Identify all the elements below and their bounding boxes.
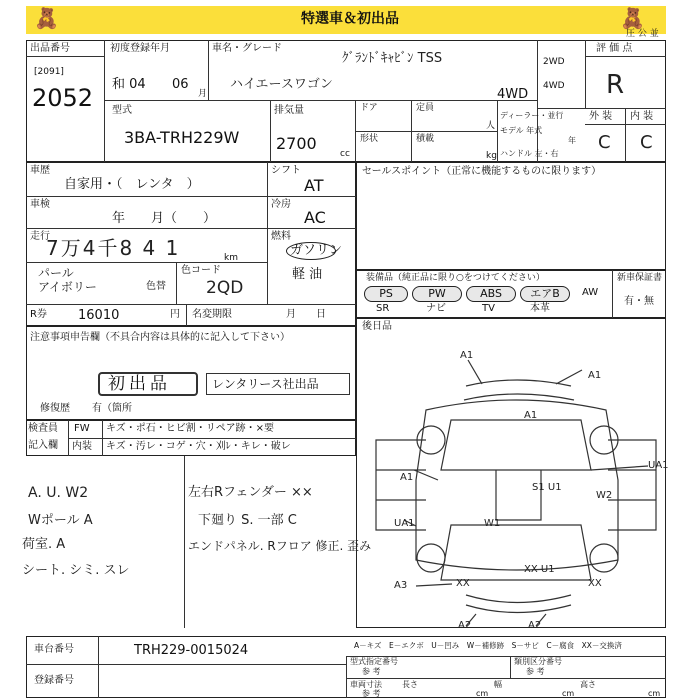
chassis: TRH229-0015024 xyxy=(134,643,249,658)
eval-value: R xyxy=(606,70,625,100)
ac: AC xyxy=(304,208,326,227)
hand-right-3: エンドパネル. Rフロア 修正. 歪み xyxy=(188,539,372,553)
inspection: 年 月（ ） xyxy=(112,211,217,226)
grade: ｸﾞﾗﾝﾄﾞｷｬﾋﾞﾝ TSS xyxy=(342,51,443,66)
mark-w2: W2 xyxy=(596,490,613,501)
eval-label: 評 価 点 xyxy=(596,43,633,54)
header-title: 特選車＆初出品 xyxy=(301,11,399,27)
load-unit: kg xyxy=(486,151,497,161)
hand-right-1: 左右Rフェンダー ×× xyxy=(188,485,313,500)
lot-label: 出品番号 xyxy=(30,43,70,54)
disp: 2700 xyxy=(276,134,317,153)
name-change-unit: 月 日 xyxy=(286,309,326,320)
mileage: 7万4千8 4 1 xyxy=(46,236,181,260)
mark-a1-top-right: A1 xyxy=(588,370,602,381)
wid-unit: cm xyxy=(562,689,575,698)
bear-logo-icon-right: 🧸 xyxy=(620,6,645,30)
equip-abs: ABS xyxy=(466,286,516,302)
model-year-label: モデル 年式 xyxy=(500,126,543,135)
mileage-unit: km xyxy=(224,253,238,263)
reg-era: 和 04 xyxy=(112,77,146,92)
equipment-label: 装備品（純正品に限り○をつけてください） xyxy=(366,273,545,283)
capacity-label: 定員 xyxy=(416,103,435,113)
warranty-value: 有・無 xyxy=(624,296,654,307)
chassis-label: 車台番号 xyxy=(34,644,74,655)
capacity-unit: 人 xyxy=(486,121,496,131)
mark-xx-right: XX xyxy=(588,578,602,589)
history-label: 車歴 xyxy=(30,165,50,176)
car-name: ハイエースワゴン xyxy=(230,77,333,92)
reg-no-label: 登録番号 xyxy=(34,675,74,686)
mark-a2-left: A2 xyxy=(458,620,472,631)
name-change-label: 名変期限 xyxy=(192,309,232,320)
inspection-label: 車検 xyxy=(30,199,50,210)
repair-label: 修復歴 xyxy=(40,403,70,414)
load-label: 積載 xyxy=(416,134,435,144)
disp-unit: cc xyxy=(340,149,350,159)
len-unit: cm xyxy=(476,689,489,698)
hand-left-2: Wポール A xyxy=(28,513,93,528)
mark-a2-right: A2 xyxy=(528,620,542,631)
recycle-unit: 円 xyxy=(170,309,180,320)
mark-a1-front: A1 xyxy=(524,410,538,421)
mark-xx-u1: XX U1 xyxy=(524,564,555,575)
shift: AT xyxy=(304,176,324,195)
equip-ps: PS xyxy=(364,286,408,302)
hand-left-3: 荷室. A xyxy=(22,537,66,552)
inspector-int-items: キズ・汚レ・コゲ・穴・刈ﾚ・キレ・破レ xyxy=(106,441,291,452)
sales-label: セールスポイント（正常に機能するものに限ります） xyxy=(362,166,602,177)
equip-sr: SR xyxy=(376,303,390,314)
hgt-label: 高さ xyxy=(580,680,596,689)
inspector-int-title: 内装 xyxy=(72,441,92,452)
car-diagram xyxy=(356,330,669,631)
int-label: 内 装 xyxy=(630,111,654,122)
inspector-label-2: 記入欄 xyxy=(28,440,58,451)
mark-ua1-right: UA1 xyxy=(648,460,669,471)
bear-logo-icon: 🧸 xyxy=(34,6,59,30)
equip-leather: 本革 xyxy=(530,303,550,314)
recycle: 16010 xyxy=(78,308,120,323)
mark-w1: W1 xyxy=(484,518,501,529)
hand-left-1: A. U. W2 xyxy=(28,485,89,501)
equip-navi: ナビ xyxy=(426,303,446,314)
color-label: 色替 xyxy=(146,281,166,292)
mark-s1u1: S1 U1 xyxy=(532,482,562,493)
notes-label: 注意事項申告欄（不具合内容は具体的に記入して下さい） xyxy=(30,332,290,343)
mark-a3: A3 xyxy=(394,580,408,591)
name-label: 車名・グレード xyxy=(212,43,282,54)
hand-left-4: シート. シミ. スレ xyxy=(22,563,130,578)
fuel-diesel: 軽 油 xyxy=(292,267,323,282)
ac-label: 冷房 xyxy=(271,199,291,210)
lot-number: 2052 xyxy=(32,84,94,112)
ext-value: C xyxy=(598,132,611,153)
hgt-unit: cm xyxy=(648,689,661,698)
handle-label: ハンドル 左・右 xyxy=(500,149,559,158)
mark-ua1-left: UA1 xyxy=(394,518,415,529)
color-hand: パール アイボリー xyxy=(38,266,97,294)
lot-small: [2091] xyxy=(34,67,64,77)
type-cert-label: 型式指定番号 xyxy=(350,657,398,666)
inspector-ext-items: キズ・ポ石・ヒビ割・リペア跡・×要 xyxy=(106,423,274,434)
equip-airbag: エアB xyxy=(520,286,570,302)
reg-month: 06 xyxy=(172,77,189,92)
rear-label: 後日品 xyxy=(362,321,392,332)
inspector-ext-title: FW xyxy=(74,423,90,434)
mark-a1-top-left: A1 xyxy=(460,350,474,361)
repair-value: 有（箇所 xyxy=(92,403,132,414)
dims-ref: 参 考 xyxy=(362,689,381,698)
warranty-label: 新車保証書 xyxy=(617,273,663,283)
hand-right-2: 下廻り S. 一部 C xyxy=(198,513,297,528)
fuel-label: 燃料 xyxy=(271,231,291,242)
ext-label: 外 装 xyxy=(589,111,613,122)
dealer-label: ディーラー・並行 xyxy=(500,111,564,120)
wid-label: 幅 xyxy=(494,680,502,689)
legend: A－キズ E－エクボ U－凹み W－補修跡 S－サビ C－腐食 XX－交換済 xyxy=(354,641,622,650)
fuel-gas: ガソリン xyxy=(290,243,343,258)
equip-pw: PW xyxy=(412,286,462,302)
first-stamp-text: 初出品 xyxy=(108,374,171,394)
corner-note: 圧 公 並 xyxy=(626,29,659,39)
int-value: C xyxy=(640,132,653,153)
disp-label: 排気量 xyxy=(274,105,304,116)
mark-xx-left: XX xyxy=(456,578,470,589)
shape-label: 形状 xyxy=(360,134,379,144)
model-label: 型式 xyxy=(112,105,132,116)
mileage-label: 走行 xyxy=(30,231,50,242)
recycle-label: R券 xyxy=(30,309,47,320)
dims-label: 車両寸法 xyxy=(350,680,382,689)
door-label: ドア xyxy=(360,103,378,113)
drive-selected: 4WD xyxy=(497,87,529,102)
color-code: 2QD xyxy=(206,278,244,298)
history-value: 自家用・（ レンタ ） xyxy=(64,177,200,192)
len-label: 長さ xyxy=(402,680,418,689)
rental-stamp-text: レンタリース社出品 xyxy=(212,377,319,391)
type-cert-ref: 参 考 xyxy=(362,667,381,676)
sales-section xyxy=(356,162,666,270)
reg-label: 初度登録年月 xyxy=(110,43,170,54)
mark-a1-left: A1 xyxy=(400,472,414,483)
shift-label: シフト xyxy=(271,165,301,176)
class-ref: 参 考 xyxy=(526,667,545,676)
drive-2wd: 2WD xyxy=(543,57,565,67)
reg-month-unit: 月 xyxy=(198,89,208,99)
model: 3BA-TRH229W xyxy=(124,128,240,147)
class-label: 類別区分番号 xyxy=(514,657,562,666)
drive-4wd: 4WD xyxy=(543,81,565,91)
equip-aw: AW xyxy=(582,287,599,298)
color-code-label: 色コード xyxy=(181,265,221,276)
equip-tv: TV xyxy=(482,303,495,314)
year-unit: 年 xyxy=(568,136,576,145)
inspector-label-1: 検査員 xyxy=(28,423,58,434)
